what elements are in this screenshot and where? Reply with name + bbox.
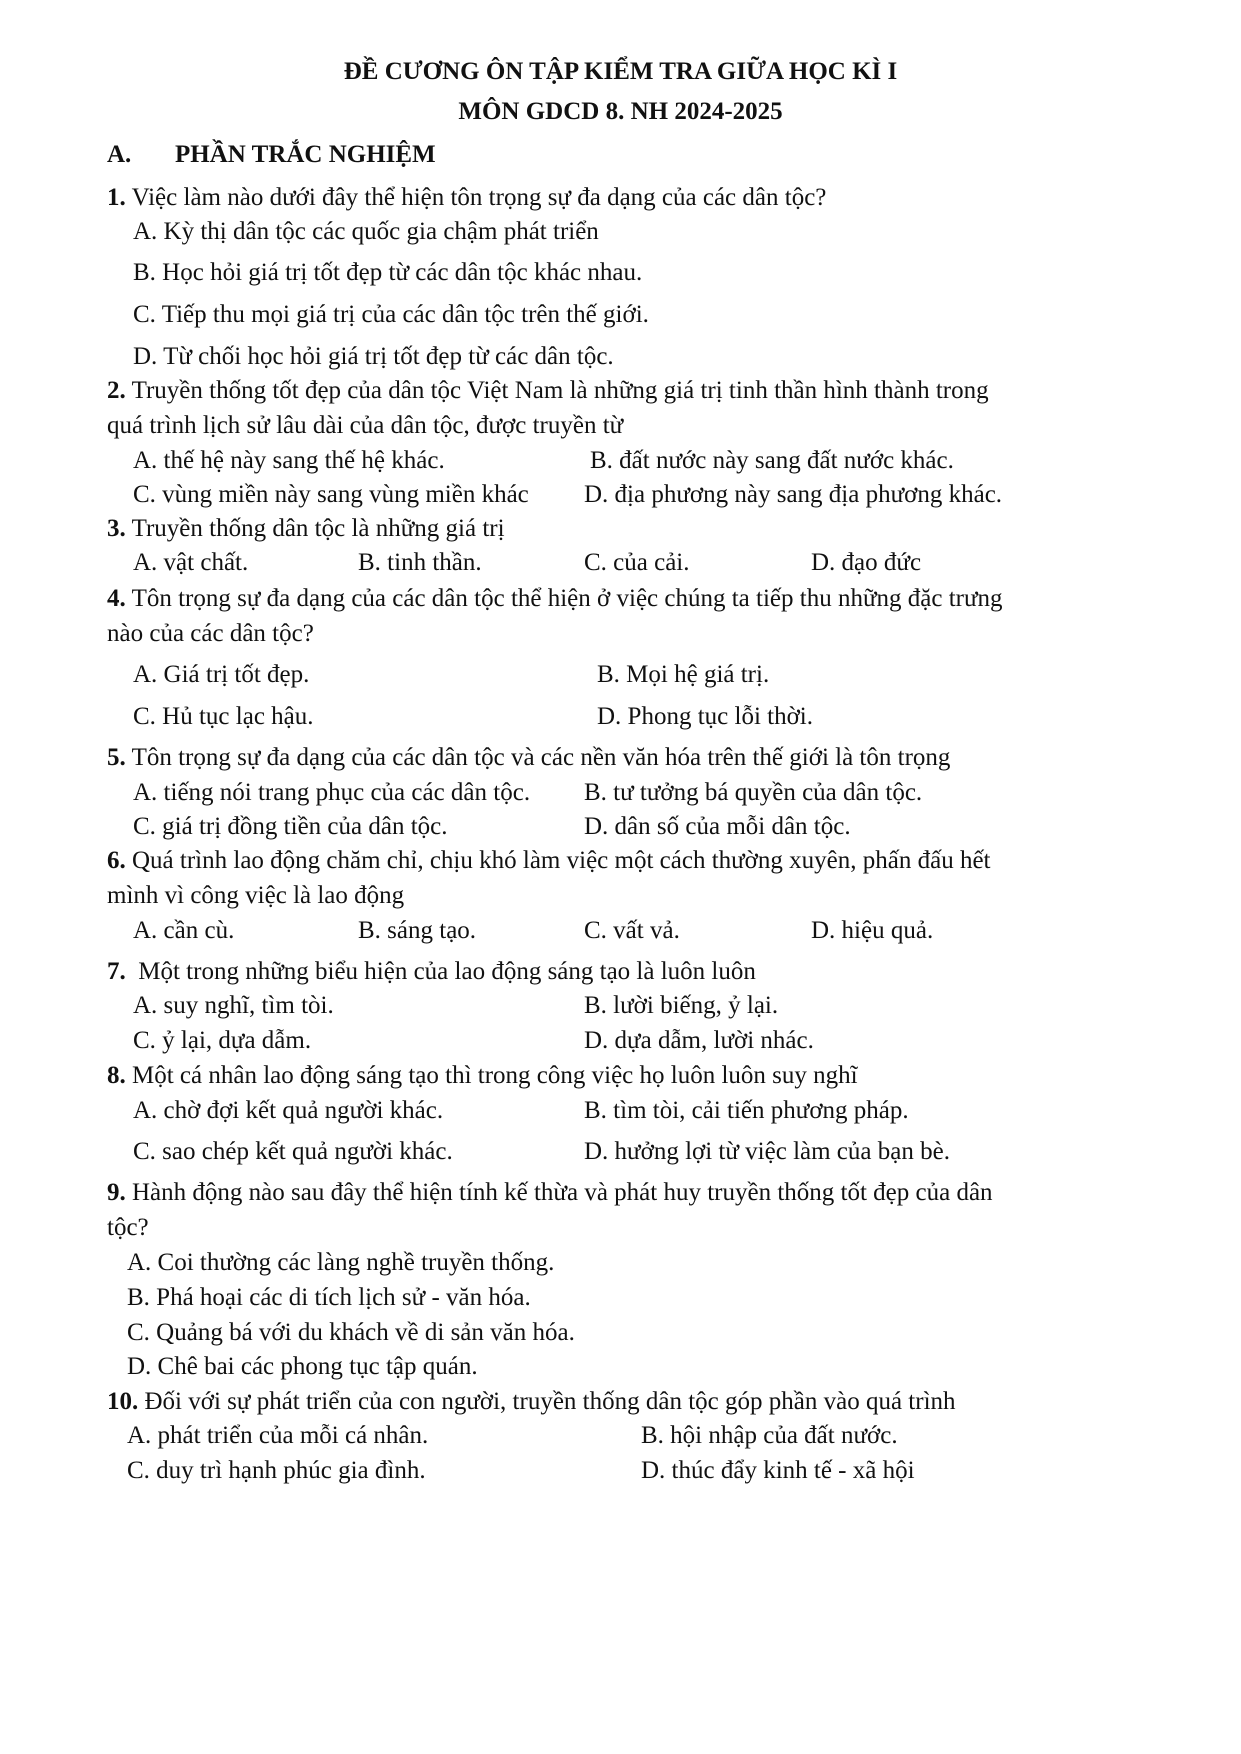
- question-3-option-a: A. vật chất.: [133, 549, 249, 576]
- question-9-option-b: B. Phá hoại các di tích lịch sử - văn hóa.: [127, 1284, 531, 1311]
- question-text: Một cá nhân lao động sáng tạo thì trong công việc họ luôn luôn suy nghĩ: [132, 1062, 858, 1089]
- question-8-stem: [107, 1061, 858, 1091]
- question-5-option-d: D. dân số của mỗi dân tộc.: [584, 813, 851, 840]
- question-9-stem-line-2: tộc?: [107, 1214, 149, 1241]
- question-number: 5.: [107, 744, 126, 771]
- question-text: Đối với sự phát triển của con người, truyền thống dân tộc góp phần vào quá trình: [144, 1388, 956, 1415]
- question-2-stem: [107, 376, 989, 406]
- question-8-option-b: B. tìm tòi, cải tiến phương pháp.: [584, 1097, 909, 1124]
- question-10-option-c: C. duy trì hạnh phúc gia đình.: [127, 1457, 426, 1484]
- question-9-option-c: C. Quảng bá với du khách về di sản văn hóa.: [127, 1319, 575, 1346]
- question-7-option-d: D. dựa dẫm, lười nhác.: [584, 1027, 814, 1054]
- section-letter: A.: [107, 141, 132, 168]
- question-text: Quá trình lao động chăm chỉ, chịu khó làm việc một cách thường xuyên, phấn đấu hết: [132, 847, 991, 874]
- question-1-option-a: A. Kỳ thị dân tộc các quốc gia chậm phát triển: [133, 218, 599, 245]
- question-number: 2.: [107, 377, 126, 404]
- question-3-option-d: D. đạo đức: [811, 549, 922, 576]
- question-number: 1.: [107, 184, 126, 211]
- question-5-option-a: A. tiếng nói trang phục của các dân tộc.: [133, 779, 531, 806]
- question-number: 8.: [107, 1062, 126, 1089]
- question-8-option-c: C. sao chép kết quả người khác.: [133, 1138, 453, 1165]
- question-2-stem-line-2: quá trình lịch sử lâu dài của dân tộc, được truyền từ: [107, 412, 624, 439]
- question-4-option-c: C. Hủ tục lạc hậu.: [133, 703, 314, 730]
- question-number: 10.: [107, 1388, 139, 1415]
- question-text: Một trong những biểu hiện của lao động sáng tạo là luôn luôn: [138, 958, 756, 985]
- question-6-option-d: D. hiệu quả.: [811, 917, 934, 944]
- section-title: PHẦN TRẮC NGHIỆM: [175, 141, 436, 168]
- question-number: 6.: [107, 847, 126, 874]
- question-6-stem: [107, 846, 990, 876]
- question-4-option-a: A. Giá trị tốt đẹp.: [133, 661, 310, 688]
- question-9-option-d: D. Chê bai các phong tục tập quán.: [127, 1353, 478, 1380]
- question-1-option-b: B. Học hỏi giá trị tốt đẹp từ các dân tộc khác nhau.: [133, 259, 643, 286]
- question-7-option-a: A. suy nghĩ, tìm tòi.: [133, 992, 334, 1019]
- question-5-stem: [107, 743, 950, 773]
- question-1-option-c: C. Tiếp thu mọi giá trị của các dân tộc trên thế giới.: [133, 301, 649, 328]
- question-text: Truyền thống tốt đẹp của dân tộc Việt Nam là những giá trị tinh thần hình thành trong: [131, 377, 989, 404]
- question-number: 4.: [107, 585, 126, 612]
- question-5-option-b: B. tư tưởng bá quyền của dân tộc.: [584, 779, 923, 806]
- question-8-option-a: A. chờ đợi kết quả người khác.: [133, 1097, 444, 1124]
- question-6-option-b: B. sáng tạo.: [358, 917, 477, 944]
- question-number: 3.: [107, 515, 126, 542]
- question-text: Hành động nào sau đây thể hiện tính kế thừa và phát huy truyền thống tốt đẹp của dân: [132, 1179, 993, 1206]
- question-number: 9.: [107, 1179, 126, 1206]
- question-7-option-b: B. lười biếng, ỷ lại.: [584, 992, 779, 1019]
- question-text: Truyền thống dân tộc là những giá trị: [131, 515, 505, 542]
- question-4-stem-line-2: nào của các dân tộc?: [107, 620, 314, 647]
- question-7-option-c: C. ỷ lại, dựa dẫm.: [133, 1027, 312, 1054]
- question-10-option-d: D. thúc đẩy kinh tế - xã hội: [641, 1457, 915, 1484]
- question-2-option-a: A. thế hệ này sang thế hệ khác.: [133, 447, 445, 474]
- question-4-option-d: D. Phong tục lỗi thời.: [597, 703, 814, 730]
- question-6-option-a: A. cần cù.: [133, 917, 235, 944]
- question-7-stem: [107, 957, 756, 987]
- question-10-option-a: A. phát triển của mỗi cá nhân.: [127, 1422, 429, 1449]
- question-10-stem: [107, 1387, 956, 1417]
- question-text: Việc làm nào dưới đây thể hiện tôn trọng sự đa dạng của các dân tộc?: [131, 184, 827, 211]
- question-1-option-d: D. Từ chối học hỏi giá trị tốt đẹp từ các dân tộc.: [133, 343, 614, 370]
- question-3-option-b: B. tinh thần.: [358, 549, 482, 576]
- question-9-option-a: A. Coi thường các làng nghề truyền thống.: [127, 1249, 555, 1276]
- question-6-stem-line-2: mình vì công việc là lao động: [107, 882, 405, 909]
- question-9-stem: [107, 1178, 993, 1208]
- question-10-option-b: B. hội nhập của đất nước.: [641, 1422, 898, 1449]
- document-subtitle: MÔN GDCD 8. NH 2024-2025: [458, 98, 783, 125]
- question-5-option-c: C. giá trị đồng tiền của dân tộc.: [133, 813, 448, 840]
- question-3-stem: [107, 514, 505, 544]
- question-4-option-b: B. Mọi hệ giá trị.: [597, 661, 770, 688]
- question-2-option-b: B. đất nước này sang đất nước khác.: [590, 447, 954, 474]
- question-4-stem: [107, 584, 1003, 614]
- question-2-option-c: C. vùng miền này sang vùng miền khác: [133, 481, 529, 508]
- question-number: 7.: [107, 958, 126, 985]
- document-title: ĐỀ CƯƠNG ÔN TẬP KIỂM TRA GIỮA HỌC KÌ I: [343, 58, 898, 85]
- question-1-stem: [107, 183, 826, 213]
- question-text: Tôn trọng sự đa dạng của các dân tộc và các nền văn hóa trên thế giới là tôn trọng: [131, 744, 951, 771]
- question-text: Tôn trọng sự đa dạng của các dân tộc thể hiện ở việc chúng ta tiếp thu những đặc trưng: [131, 585, 1003, 612]
- question-8-option-d: D. hưởng lợi từ việc làm của bạn bè.: [584, 1138, 950, 1165]
- question-6-option-c: C. vất vả.: [584, 917, 680, 944]
- question-2-option-d: D. địa phương này sang địa phương khác.: [584, 481, 1003, 508]
- question-3-option-c: C. của cải.: [584, 549, 690, 576]
